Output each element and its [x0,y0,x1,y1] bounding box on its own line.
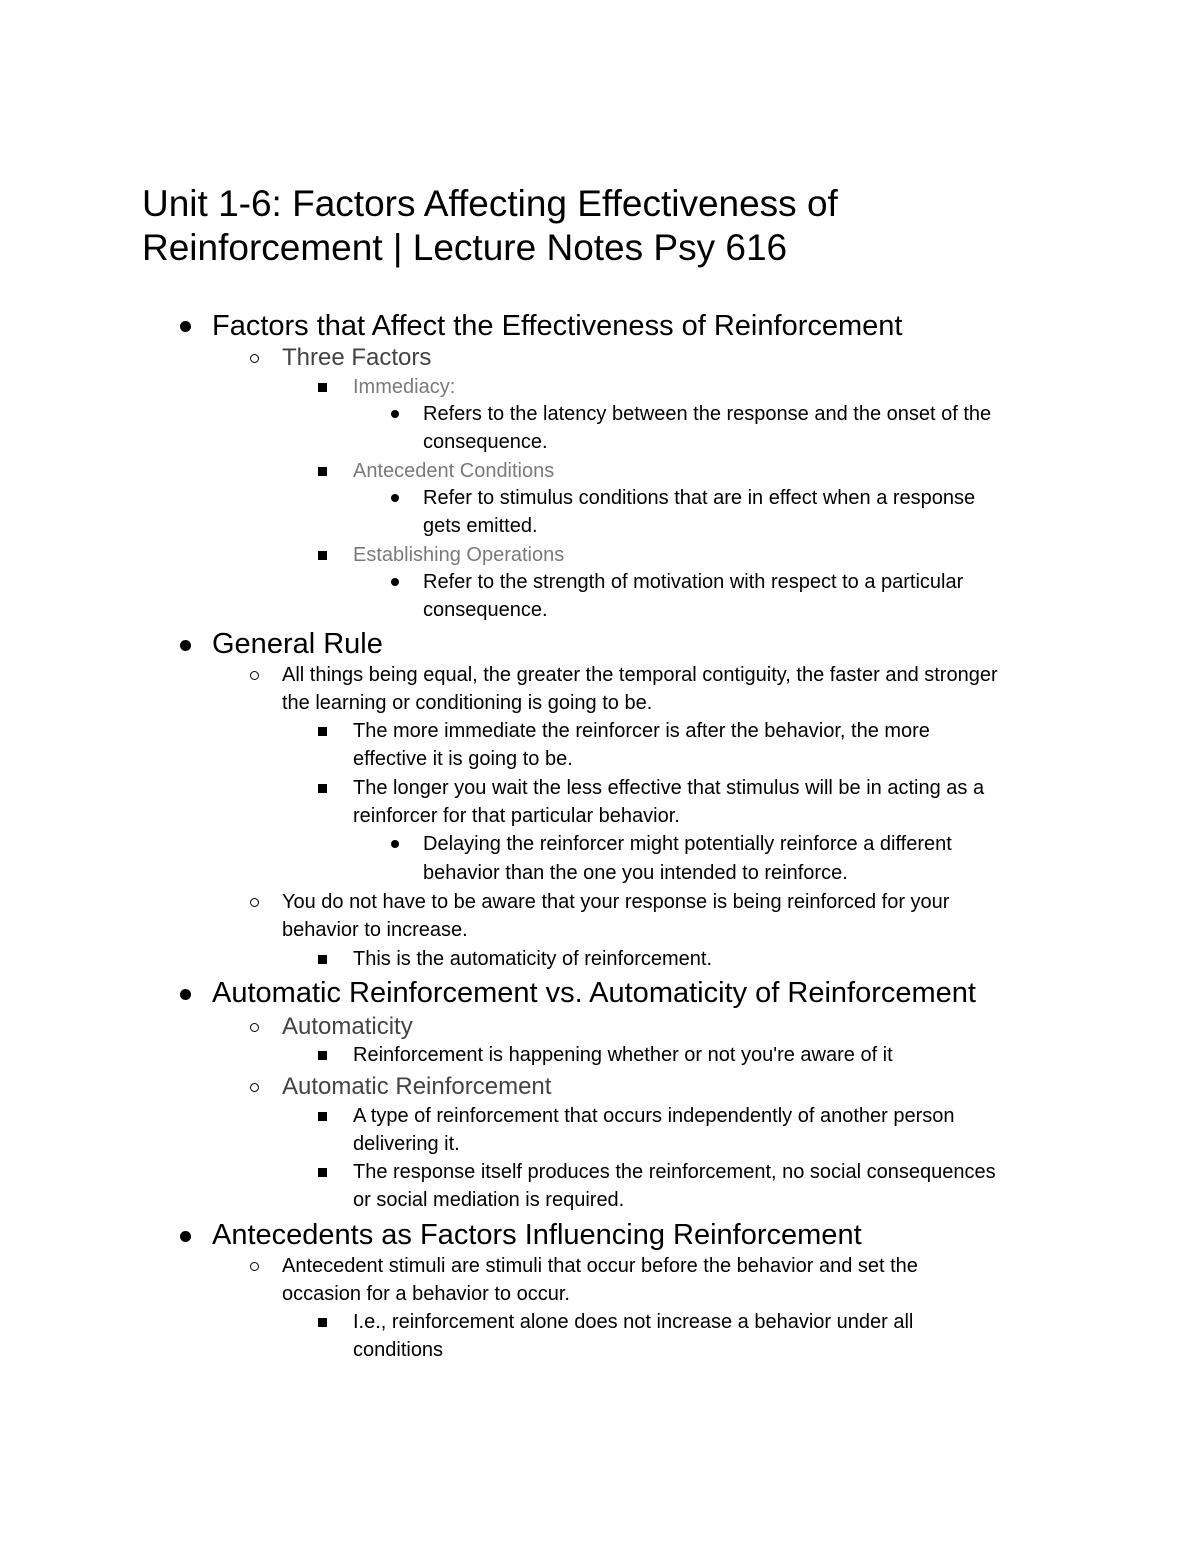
antecedent-conditions-text-line2: gets emitted. [423,515,538,537]
immediacy-text-line1: Refers to the latency between the response and the onset of the [423,403,992,425]
bullet-level3 [318,551,327,560]
bullet-level4 [391,494,399,502]
general-rule-item1a-line2: effective it is going to be. [353,748,573,770]
subheading-three-factors: Three Factors [282,344,432,371]
establishing-operations-text-line1: Refer to the strength of motivation with respect to a particular [423,571,964,593]
general-rule-item1-line1: All things being equal, the greater the temporal contiguity, the faster and stronger [282,664,998,686]
general-rule-item1-line2: the learning or conditioning is going to be. [282,692,653,714]
bullet-level1 [180,640,191,651]
general-rule-item2a: This is the automaticity of reinforcement. [353,948,713,970]
establishing-operations-text-line2: consequence. [423,599,548,621]
general-rule-item2-line2: behavior to increase. [282,919,468,941]
section-heading-factors: Factors that Affect the Effectiveness of Reinforcement [212,310,903,342]
automatic-item-a-line1: A type of reinforcement that occurs independently of another person [353,1105,955,1127]
bullet-level3 [318,1112,327,1121]
subheading-automaticity: Automaticity [282,1013,413,1040]
bullet-level3 [318,1168,327,1177]
section-heading-automatic: Automatic Reinforcement vs. Automaticity of Reinforcement [212,977,976,1009]
bullet-level2 [250,671,259,680]
general-rule-item1b-i-line1: Delaying the reinforcer might potentially reinforce a different [423,833,952,855]
label-immediacy: Immediacy: [353,376,456,398]
bullet-level3 [318,1051,327,1060]
section-heading-antecedents: Antecedents as Factors Influencing Reinforcement [212,1219,862,1251]
subheading-automatic-reinforcement: Automatic Reinforcement [282,1073,552,1100]
bullet-level3 [318,784,327,793]
general-rule-item1b-i-line2: behavior than the one you intended to reinforce. [423,862,848,884]
general-rule-item2-line1: You do not have to be aware that your response is being reinforced for your [282,891,950,913]
antecedents-item1a-line2: conditions [353,1339,444,1361]
bullet-level3 [318,1318,327,1327]
bullet-level1 [180,321,191,332]
bullet-level3 [318,383,327,392]
automatic-item-b-line1: The response itself produces the reinforcement, no social consequences [353,1161,996,1183]
bullet-level2 [250,1083,259,1092]
bullet-level4 [391,578,399,586]
general-rule-item1b-line2: reinforcer for that particular behavior. [353,805,680,827]
bullet-level2 [250,1262,259,1271]
general-rule-item1b-line1: The longer you wait the less effective that stimulus will be in acting as a [353,777,985,799]
bullet-level2 [250,898,259,907]
bullet-level2 [250,1023,259,1032]
automatic-item-a-line2: delivering it. [353,1133,460,1155]
bullet-level2 [250,354,259,363]
section-heading-general-rule: General Rule [212,628,383,660]
bullet-level4 [391,410,399,418]
page-title: Unit 1-6: Factors Affecting Effectiveness of Reinforcement | Lecture Notes Psy 616 [142,183,838,268]
antecedent-conditions-text-line1: Refer to stimulus conditions that are in effect when a response [423,487,976,509]
bullet-level3 [318,955,327,964]
label-establishing-operations: Establishing Operations [353,544,565,566]
antecedents-item1-line2: occasion for a behavior to occur. [282,1283,570,1305]
general-rule-item1a-line1: The more immediate the reinforcer is after the behavior, the more [353,720,930,742]
bullet-level1 [180,1231,191,1242]
label-antecedent-conditions: Antecedent Conditions [353,460,555,482]
antecedents-item1-line1: Antecedent stimuli are stimuli that occur before the behavior and set the [282,1255,918,1277]
antecedents-item1a-line1: I.e., reinforcement alone does not increase a behavior under all [353,1311,914,1333]
immediacy-text-line2: consequence. [423,431,548,453]
bullet-level4 [391,840,399,848]
bullet-level3 [318,727,327,736]
bullet-level3 [318,467,327,476]
bullet-level1 [180,989,191,1000]
automaticity-text: Reinforcement is happening whether or not you're aware of it [353,1044,893,1066]
automatic-item-b-line2: or social mediation is required. [353,1189,625,1211]
